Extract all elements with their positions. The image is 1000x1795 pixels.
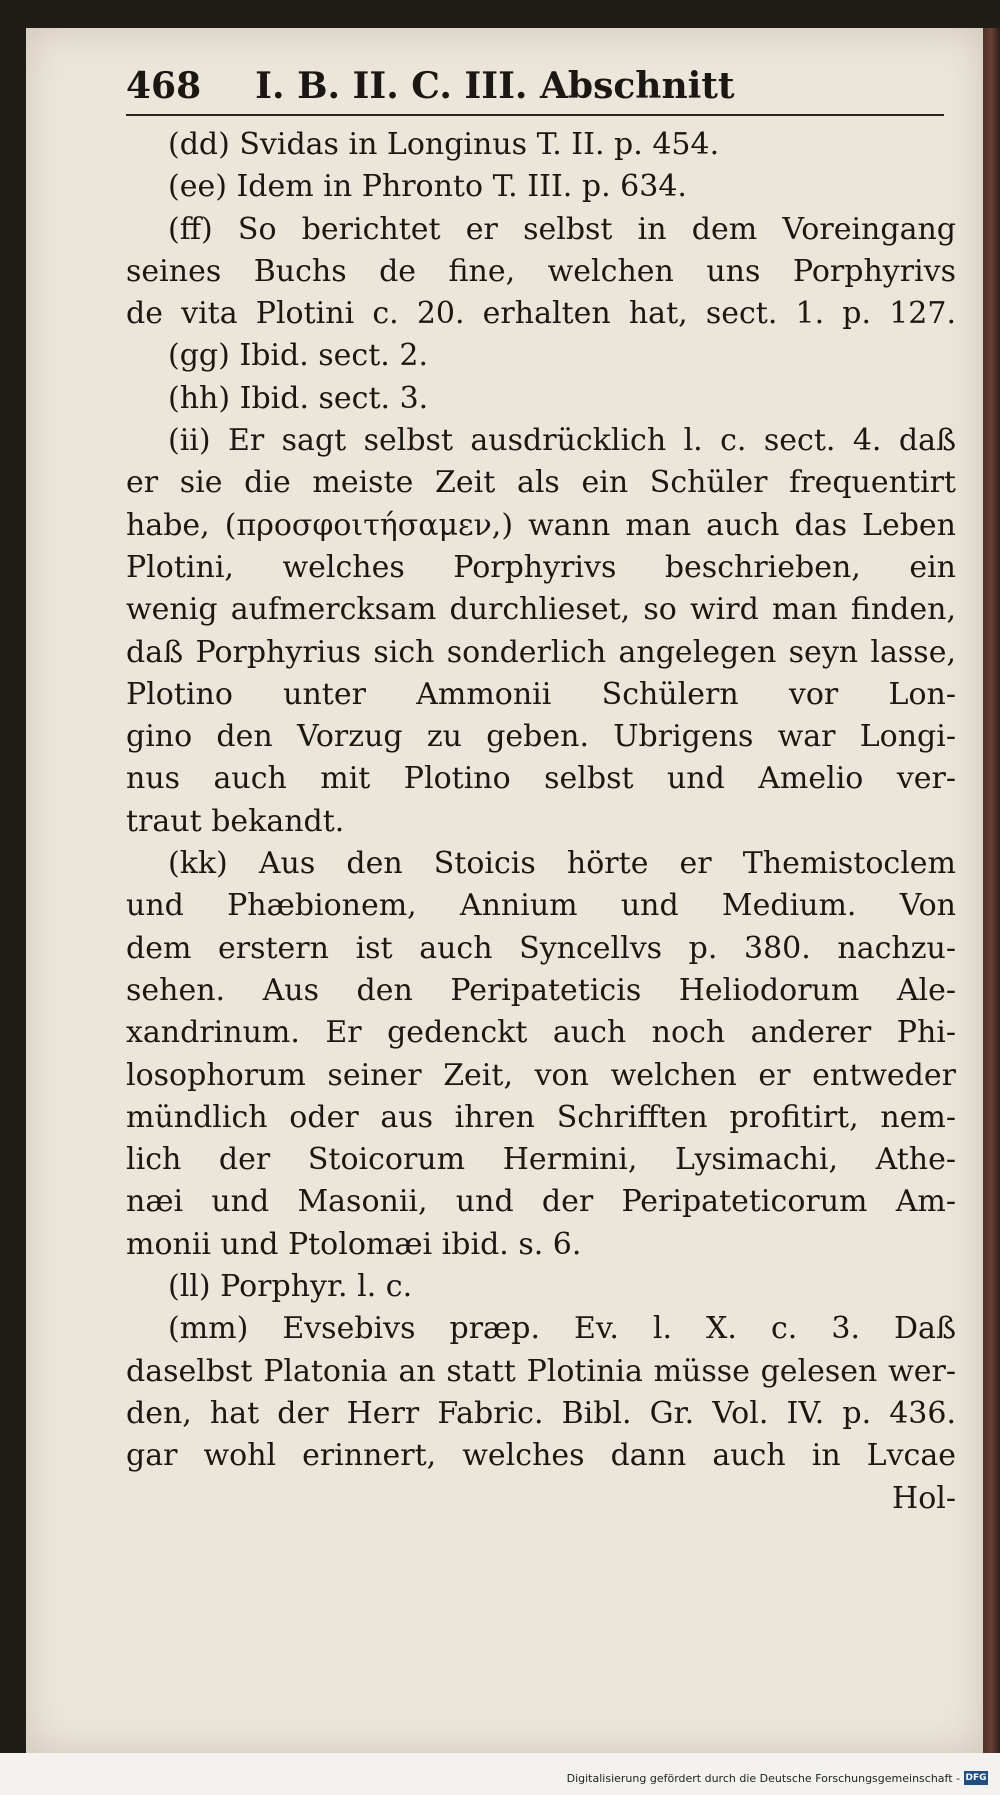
text-line: næi und Masonii, und der Peripateticorum Am- xyxy=(126,1184,956,1220)
text-line: (dd) Svidas in Longinus T. II. p. 454. xyxy=(168,127,720,162)
text-line: wenig aufmercksam durchlieset, so wird man finden, xyxy=(126,592,956,628)
text-line: habe, (προσφοιτήσαμεν,) wann man auch das Leben xyxy=(126,507,956,543)
header-rule xyxy=(126,114,944,116)
text-line: Plotini, welches Porphyrivs beschrieben, ein xyxy=(126,549,956,585)
running-title: I. B. II. C. III. Abschnitt xyxy=(255,65,735,107)
text-line: (hh) Ibid. sect. 3. xyxy=(168,380,429,416)
dfg-logo: DFG xyxy=(965,1773,987,1783)
text-line: (ii) Er sagt selbst ausdrücklich l. c. sect. 4. daß xyxy=(168,423,956,459)
text-line: Plotino unter Ammonii Schülern vor Lon- xyxy=(126,676,956,712)
text-line: traut bekandt. xyxy=(126,803,345,839)
text-line: de vita Plotini c. 20. erhalten hat, sect. 1. p. 127. xyxy=(126,296,956,332)
text-line: (ff) So berichtet er selbst in dem Voreingang xyxy=(168,211,956,247)
text-line: gar wohl erinnert, welches dann auch in Lvcae xyxy=(126,1438,956,1474)
text-line: sehen. Aus den Peripateticis Heliodorum Ale- xyxy=(126,972,956,1008)
page-number: 468 xyxy=(126,65,202,107)
text-line: daselbst Platonia an statt Plotinia müsse gelesen wer- xyxy=(126,1353,956,1389)
digitization-credit: Digitalisierung gefördert durch die Deutsche Forschungsgemeinschaft - xyxy=(566,1772,960,1785)
text-line: den, hat der Herr Fabric. Bibl. Gr. Vol. IV. p. 436. xyxy=(126,1395,956,1431)
text-line: dem erstern ist auch Syncellvs p. 380. nachzu- xyxy=(126,930,956,966)
text-line: (gg) Ibid. sect. 2. xyxy=(168,338,428,374)
page-header xyxy=(126,58,956,114)
text-line: er sie die meiste Zeit als ein Schüler frequentirt xyxy=(126,465,956,501)
text-line: (mm) Evsebivs præp. Ev. l. X. c. 3. Daß xyxy=(168,1311,956,1347)
text-line: gino den Vorzug zu geben. Ubrigens war Longi- xyxy=(126,719,956,755)
text-line: mündlich oder aus ihren Schrifften profitirt, nem- xyxy=(126,1099,956,1135)
text-line: (ee) Idem in Phronto T. III. p. 634. xyxy=(168,169,687,205)
text-line: lich der Stoicorum Hermini, Lysimachi, Athe- xyxy=(126,1142,956,1178)
page-text xyxy=(126,58,956,1520)
text-line: daß Porphyrius sich sonderlich angelegen seyn lasse, xyxy=(126,634,956,670)
text-line: nus auch mit Plotino selbst und Amelio ver- xyxy=(126,761,956,797)
text-line: seines Buchs de fine, welchen uns Porphyrivs xyxy=(126,253,956,289)
text-line: losophorum seiner Zeit, von welchen er entweder xyxy=(126,1057,956,1093)
text-line: xandrinum. Er gedenckt auch noch anderer Phi- xyxy=(126,1015,956,1051)
text-line: monii und Ptolomæi ibid. s. 6. xyxy=(126,1226,582,1262)
text-line: (kk) Aus den Stoicis hörte er Themistoclem xyxy=(168,846,956,882)
text-line: Hol- xyxy=(892,1480,956,1516)
footnote-lines xyxy=(126,124,956,1520)
text-line: und Phæbionem, Annium und Medium. Von xyxy=(126,888,956,924)
text-line: (ll) Porphyr. l. c. xyxy=(168,1269,413,1305)
